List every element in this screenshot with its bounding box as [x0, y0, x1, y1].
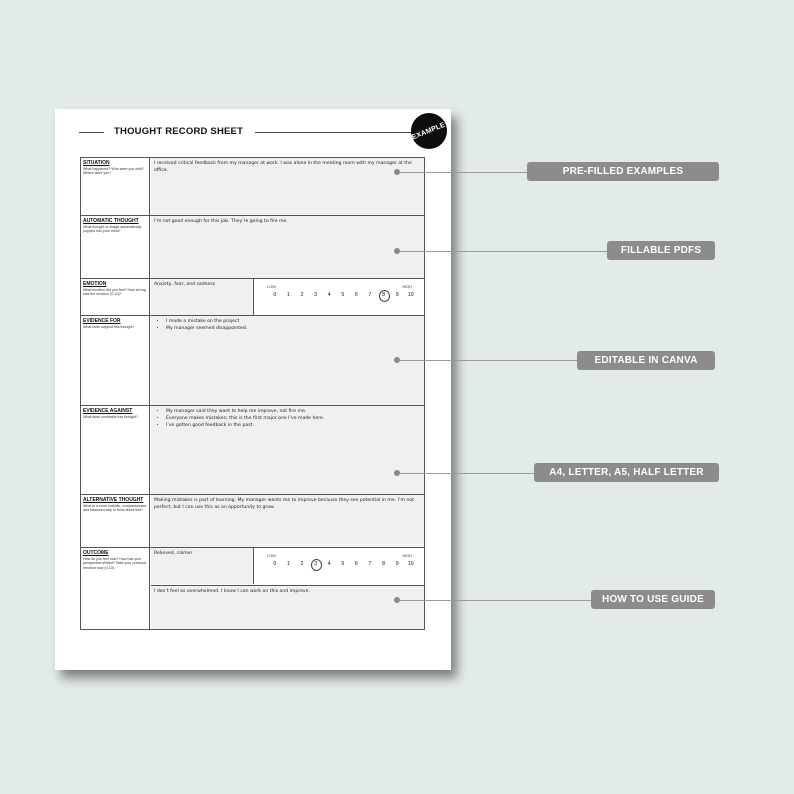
alternative-thought-answer[interactable]: Making mistakes is part of learning. My manager wants me to improve because they see potential in me. I’m not perfect, but I can use this as an opportunity to grow.: [151, 495, 424, 547]
row-automatic-thought: [81, 215, 424, 278]
outcome-scale-4[interactable]: 4: [327, 561, 331, 567]
emotion-scale-8-selected[interactable]: 8: [377, 291, 391, 300]
callout-how-to-use-guide: HOW TO USE GUIDE: [591, 590, 715, 609]
evidence-for-answer[interactable]: [151, 316, 424, 405]
emotion-label: [81, 279, 150, 315]
connector-line: [400, 473, 534, 474]
emotion-heading: EMOTION: [83, 281, 107, 287]
evidence-against-heading: EVIDENCE AGAINST: [83, 408, 133, 414]
emotion-scale-1[interactable]: 1: [286, 292, 290, 298]
emotion-scale-high: HIGH: [402, 285, 412, 289]
callout-editable-in-canva: EDITABLE IN CANVA: [577, 351, 715, 370]
situation-heading: SITUATION: [83, 160, 110, 166]
outcome-scale-0[interactable]: 0: [273, 561, 277, 567]
evidence-against-label: [81, 406, 150, 494]
callout-pre-filled-examples: PRE-FILLED EXAMPLES: [527, 162, 719, 181]
evidence-against-item: • I’ve gotten good feedback in the past.: [166, 422, 421, 429]
connector-line: [400, 360, 577, 361]
emotion-scale-0[interactable]: 0: [273, 292, 277, 298]
evidence-for-heading: EVIDENCE FOR: [83, 318, 121, 324]
row-evidence-against: [81, 405, 424, 494]
row-emotion: [81, 278, 424, 315]
record-table: [80, 157, 425, 630]
example-badge-label: EXAMPLE: [411, 121, 447, 141]
outcome-scale-2[interactable]: 2: [300, 561, 304, 567]
evidence-for-prompt: What facts support this thought?: [83, 325, 135, 329]
outcome-scale-high: HIGH: [402, 554, 412, 558]
emotion-scale-low: LOW: [267, 285, 276, 289]
evidence-against-answer[interactable]: [151, 406, 424, 494]
callout-fillable-pdfs: FILLABLE PDFS: [607, 241, 715, 260]
callout-paper-sizes: A4, LETTER, A5, HALF LETTER: [534, 463, 719, 482]
outcome-scale-9[interactable]: 9: [395, 561, 399, 567]
automatic-thought-heading: AUTOMATIC THOUGHT: [83, 218, 139, 224]
emotion-prompt: What emotion did you feel? How strong was the emotion (0-10)?: [83, 288, 146, 297]
emotion-scale-7[interactable]: 7: [368, 292, 372, 298]
outcome-scale-10[interactable]: 10: [407, 561, 414, 567]
outcome-scale-numbers: [268, 560, 418, 569]
outcome-scale[interactable]: [254, 548, 424, 584]
example-badge: [411, 113, 447, 149]
alternative-thought-heading: ALTERNATIVE THOUGHT: [83, 497, 144, 503]
outcome-scale-7[interactable]: 7: [368, 561, 372, 567]
emotion-scale-9[interactable]: 9: [395, 292, 399, 298]
emotion-scale-6[interactable]: 6: [354, 292, 358, 298]
evidence-against-prompt: What facts contradict this thought?: [83, 415, 139, 419]
alternative-thought-label: [81, 495, 150, 547]
automatic-thought-prompt: What thought or image automatically popped into your mind?: [83, 225, 142, 234]
alternative-thought-prompt: What is a more realistic, compassionate and balanced way to think about this?: [83, 504, 147, 513]
connector-line: [400, 251, 607, 252]
evidence-against-item: • Everyone makes mistakes; this is the first major one I’ve made here.: [166, 415, 421, 422]
row-outcome: [81, 547, 424, 629]
outcome-prompt: How do you feel now? How has your perspective shifted? Rate your previous emotion now (0-10).: [83, 557, 147, 570]
outcome-scale-6[interactable]: 6: [354, 561, 358, 567]
evidence-against-item: • My manager said they want to help me improve, not fire me.: [166, 408, 421, 415]
connector-line: [400, 172, 527, 173]
evidence-for-label: [81, 316, 150, 405]
situation-label: [81, 158, 150, 215]
outcome-scale-5[interactable]: 5: [341, 561, 345, 567]
emotion-scale-2[interactable]: 2: [300, 292, 304, 298]
emotion-scale-numbers: [268, 291, 418, 300]
automatic-thought-answer[interactable]: I’m not good enough for this job. They’re going to fire me.: [151, 216, 424, 278]
outcome-scale-8[interactable]: 8: [382, 561, 385, 567]
thought-record-sheet: [55, 109, 451, 670]
situation-prompt: What happened? Who were you with? Where were you?: [83, 167, 144, 176]
emotion-answer[interactable]: Anxiety, fear, and sadness: [151, 279, 253, 315]
automatic-thought-label: [81, 216, 150, 278]
emotion-scale-4[interactable]: 4: [327, 292, 331, 298]
title-rule-left: [79, 132, 104, 133]
evidence-for-item: • My manager seemed disappointed.: [166, 325, 421, 332]
row-situation: [81, 158, 424, 215]
emotion-scale-10[interactable]: 10: [407, 292, 414, 298]
evidence-for-item: • I made a mistake on the project: [166, 318, 421, 325]
emotion-scale-3[interactable]: 3: [314, 292, 318, 298]
outcome-answer[interactable]: Relieved, calmer: [151, 548, 253, 584]
emotion-scale[interactable]: [254, 279, 424, 315]
sheet-title: THOUGHT RECORD SHEET: [114, 126, 244, 137]
outcome-reflection[interactable]: I don’t feel as overwhelmed. I know I can work on this and improve.: [151, 586, 424, 629]
outcome-heading: OUTCOME: [83, 550, 109, 556]
row-alternative-thought: [81, 494, 424, 547]
emotion-scale-5[interactable]: 5: [341, 292, 345, 298]
outcome-scale-3-selected[interactable]: 3: [309, 560, 323, 569]
row-evidence-for: [81, 315, 424, 405]
connector-line: [400, 600, 591, 601]
situation-answer[interactable]: I received critical feedback from my manager at work. I was alone in the meeting room with my manager at the office.: [151, 158, 424, 215]
outcome-scale-1[interactable]: 1: [286, 561, 290, 567]
title-rule-right: [255, 132, 415, 133]
outcome-label: [81, 548, 150, 629]
outcome-scale-low: LOW: [267, 554, 276, 558]
